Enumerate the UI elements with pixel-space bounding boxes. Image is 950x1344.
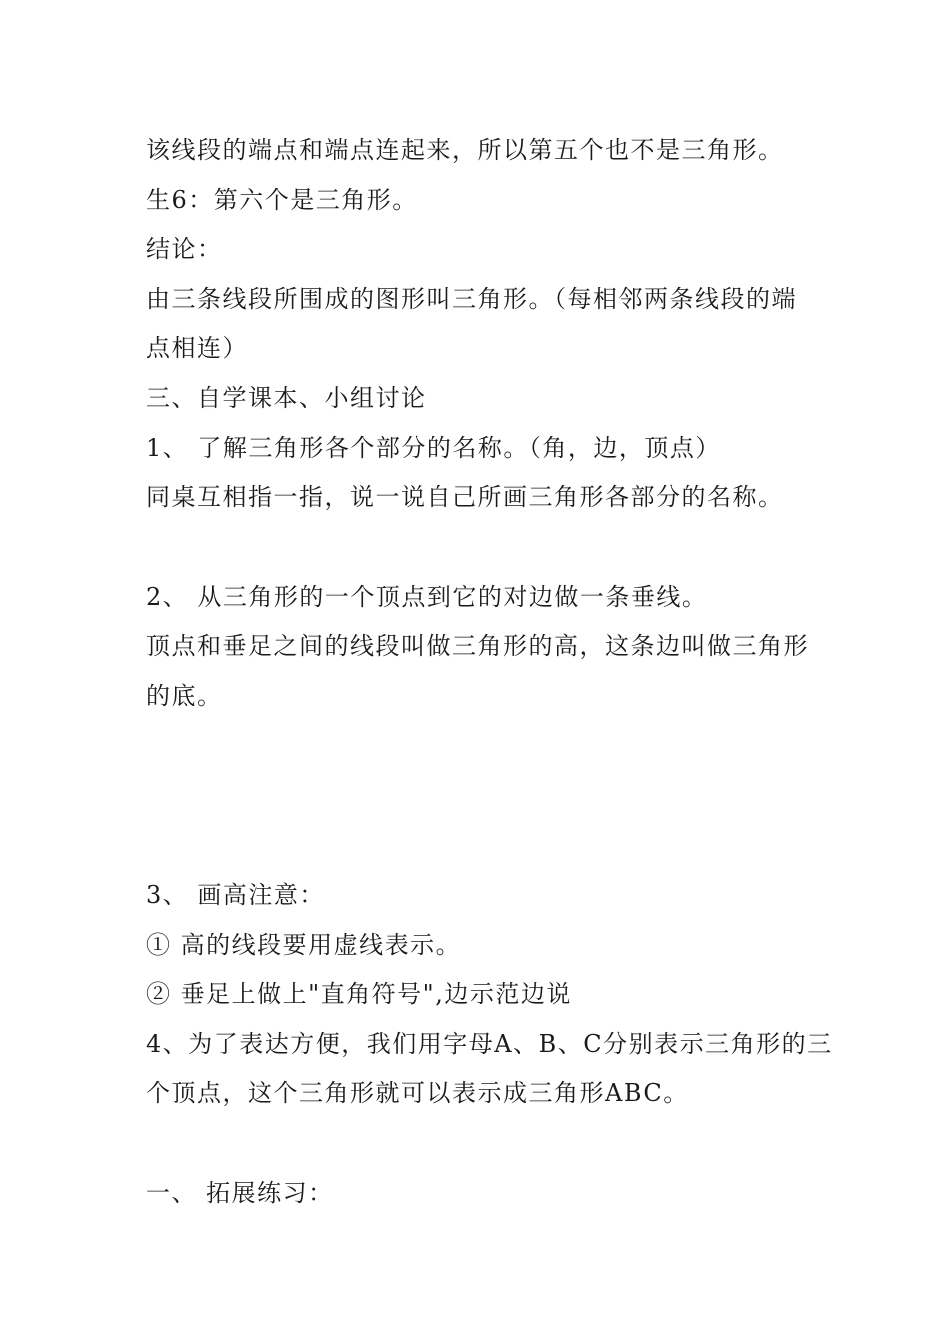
text-line: 结论： [146,235,223,263]
text-line: 点相连） [146,334,248,362]
section-heading: 一、 拓展练习： [146,1179,334,1207]
text-line: 顶点和垂足之间的线段叫做三角形的高，这条边叫做三角形 [146,632,809,660]
text-line: 生6：第六个是三角形。 [146,186,418,214]
text-line: 的底。 [146,682,223,710]
text-line: 个顶点，这个三角形就可以表示成三角形ABC。 [146,1079,689,1107]
text-line: ② 垂足上做上"直角符号",边示范边说 [146,980,572,1008]
text-line: 4、为了表达方便，我们用字母A、B、C分别表示三角形的三 [146,1030,833,1058]
text-line: 由三条线段所围成的图形叫三角形。（每相邻两条线段的端 [146,285,797,313]
text-line: 3、 画高注意： [146,881,325,909]
text-line: 同桌互相指一指，说一说自己所画三角形各部分的名称。 [146,483,784,511]
text-line: ① 高的线段要用虚线表示。 [146,931,462,959]
text-line: 1、 了解三角形各个部分的名称。（角，边，顶点） [146,434,721,462]
text-line: 该线段的端点和端点连起来，所以第五个也不是三角形。 [146,136,784,164]
section-heading: 三、自学课本、小组讨论 [146,384,427,412]
text-line: 2、 从三角形的一个顶点到它的对边做一条垂线。 [146,583,708,611]
